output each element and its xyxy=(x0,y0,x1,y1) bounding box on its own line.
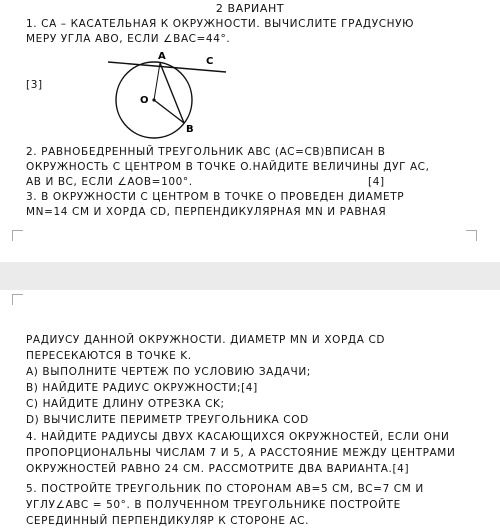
problem3-item-b: В) НАЙДИТЕ РАДИУС ОКРУЖНОСТИ;[4] xyxy=(26,382,258,394)
label-o: O xyxy=(140,95,149,106)
center-point-o xyxy=(152,98,155,101)
problem4-line3: ОКРУЖНОСТЕЙ РАВНО 24 СМ. РАССМОТРИТЕ ДВА ВАРИАНТА.[4] xyxy=(26,463,410,475)
problem3-item-a: A) ВЫПОЛНИТЕ ЧЕРТЕЖ ПО УСЛОВИЮ ЗАДАЧИ; xyxy=(26,366,311,378)
page-corner-marker-left-bottom xyxy=(12,294,23,305)
problem2-score: [4] xyxy=(368,176,385,188)
problem2-line1: 2. РАВНОБЕДРЕННЫЙ ТРЕУГОЛЬНИК ABC (AC=CB)ВПИСАН В xyxy=(26,146,386,158)
label-c: C xyxy=(206,56,214,67)
worksheet-top-page xyxy=(0,0,500,262)
label-b: B xyxy=(186,124,194,135)
problem3-item-d: D) ВЫЧИСЛИТЕ ПЕРИМЕТР ТРЕУГОЛЬНИКА COD xyxy=(26,414,309,426)
problem2-line2: ОКРУЖНОСТЬ С ЦЕНТРОМ В ТОЧКЕ O.НАЙДИТЕ ВЕЛИЧИНЫ ДУГ AC, xyxy=(26,161,430,173)
problem5-line2: УГЛУ∠ABC = 50°. В ПОЛУЧЕННОМ ТРЕУГОЛЬНИКЕ ПОСТРОЙТЕ xyxy=(26,499,401,511)
problem2-line3: AB И BC, ЕСЛИ ∠AOB=100°. xyxy=(26,176,193,188)
problem3-line3: РАДИУСУ ДАННОЙ ОКРУЖНОСТИ. ДИАМЕТР MN И ХОРДА CD xyxy=(26,334,386,346)
problem3-line2: MN=14 СМ И ХОРДА CD, ПЕРПЕНДИКУЛЯРНАЯ MN И РАВНАЯ xyxy=(26,206,387,218)
circle-tangent-diagram xyxy=(100,50,240,146)
problem4-line1: 4. НАЙДИТЕ РАДИУСЫ ДВУХ КАСАЮЩИХСЯ ОКРУЖНОСТЕЙ, ЕСЛИ ОНИ xyxy=(26,431,450,443)
problem4-line2: ПРОПОРЦИОНАЛЬНЫ ЧИСЛАМ 7 И 5, А РАССТОЯНИЕ МЕЖДУ ЦЕНТРАМИ xyxy=(26,447,456,459)
worksheet-bottom-page xyxy=(0,290,500,531)
page-corner-marker-left xyxy=(12,230,23,241)
problem1-score: [3] xyxy=(26,79,43,91)
problem1-line2: МЕРУ УГЛА ABO, ЕСЛИ ∠BAC=44°. xyxy=(26,33,231,45)
problem3-line4: ПЕРЕСЕКАЮТСЯ В ТОЧКЕ K. xyxy=(26,350,192,362)
variant-heading: 2 ВАРИАНТ xyxy=(215,2,285,15)
problem5-line3: СЕРЕДИННЫЙ ПЕРПЕНДИКУЛЯР К СТОРОНЕ AC. xyxy=(26,515,310,527)
label-a: A xyxy=(158,51,166,62)
problem5-line1: 5. ПОСТРОЙТЕ ТРЕУГОЛЬНИК ПО СТОРОНАМ AB=5 СМ, BC=7 СМ И xyxy=(26,483,424,495)
problem1-line1: 1. CA – КАСАТЕЛЬНАЯ К ОКРУЖНОСТИ. ВЫЧИСЛИТЕ ГРАДУСНУЮ xyxy=(26,18,415,30)
radius-oa xyxy=(154,63,160,100)
page-separator xyxy=(0,262,500,290)
problem3-line1: 3. В ОКРУЖНОСТИ С ЦЕНТРОМ В ТОЧКЕ O ПРОВЕДЕН ДИАМЕТР xyxy=(26,191,405,203)
problem3-item-c: C) НАЙДИТЕ ДЛИНУ ОТРЕЗКА CK; xyxy=(26,398,225,410)
page-corner-marker-right xyxy=(466,230,477,241)
